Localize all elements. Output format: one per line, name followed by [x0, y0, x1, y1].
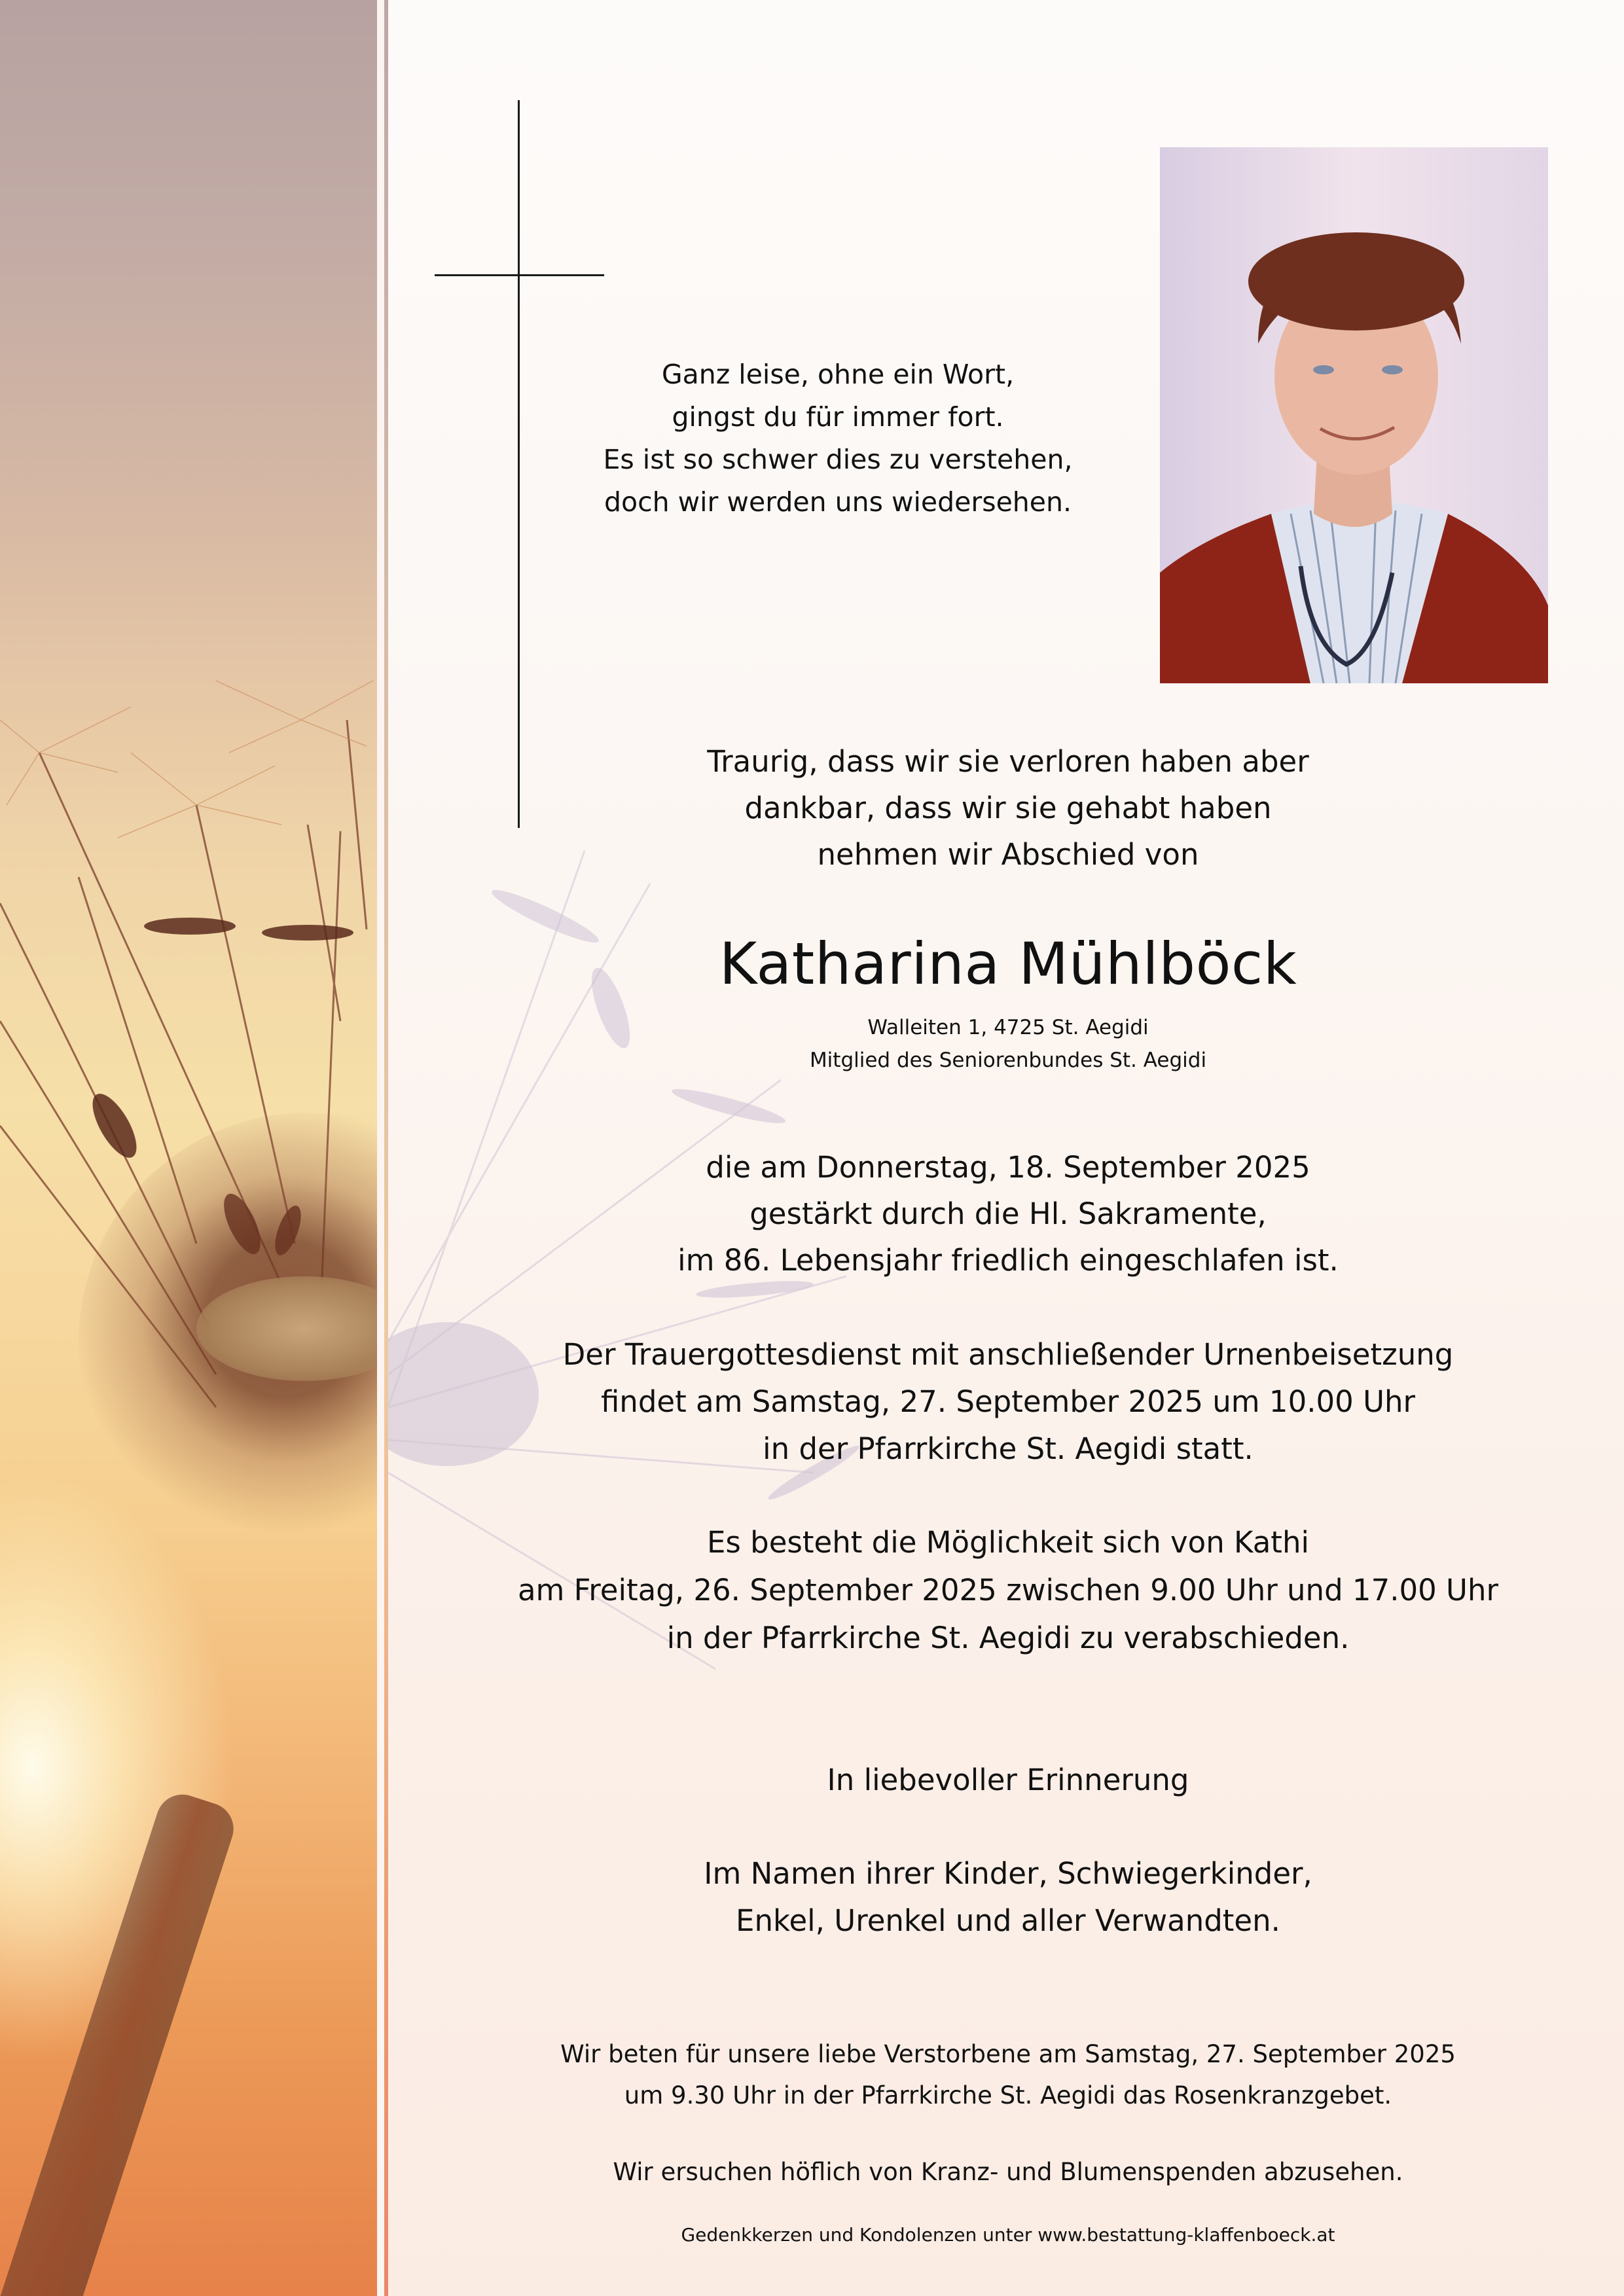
verse-line: Ganz leise, ohne ein Wort,	[661, 359, 1015, 390]
intro-line: dankbar, dass wir sie gehabt haben	[744, 791, 1272, 825]
farewell-intro	[524, 738, 1492, 878]
death-notice-line: im 86. Lebensjahr friedlich eingeschlafen ist.	[677, 1243, 1339, 1278]
portrait-photo	[1160, 147, 1548, 683]
rosary-line: Wir beten für unsere liebe Verstorbene am Samstag, 27. September 2025	[560, 2040, 1456, 2068]
rosary-prayer-info	[458, 2034, 1558, 2116]
verse-line: Es ist so schwer dies zu verstehen,	[603, 444, 1073, 475]
viewing-line: Es besteht die Möglichkeit sich von Kathi	[707, 1525, 1309, 1560]
portrait-illustration	[1160, 147, 1548, 683]
in-loving-memory: In liebevoller Erinnerung	[827, 1763, 1189, 1797]
memorial-verse	[458, 353, 1218, 524]
deceased-name: Katharina Mühlböck	[719, 930, 1297, 997]
viewing-info	[458, 1518, 1558, 1662]
viewing-line: in der Pfarrkirche St. Aegidi zu verabschieden.	[666, 1621, 1350, 1655]
verse-line: gingst du für immer fort.	[672, 401, 1004, 433]
deceased-details	[524, 1011, 1492, 1077]
verse-line: doch wir werden uns wiedersehen.	[604, 486, 1072, 518]
rosary-line: um 9.30 Uhr in der Pfarrkirche St. Aegidi das Rosenkranzgebet.	[624, 2081, 1392, 2109]
online-condolences-note: Gedenkkerzen und Kondolenzen unter www.bestattung-klaffenboeck.at	[681, 2224, 1335, 2246]
deceased-membership: Mitglied des Seniorenbundes St. Aegidi	[809, 1049, 1207, 1072]
family-line: Enkel, Urenkel und aller Verwandten.	[736, 1903, 1280, 1938]
viewing-line: am Freitag, 26. September 2025 zwischen 9.00 Uhr und 17.00 Uhr	[517, 1573, 1499, 1607]
family-signature	[458, 1850, 1558, 1945]
intro-line: nehmen wir Abschied von	[817, 837, 1199, 872]
deceased-address: Walleiten 1, 4725 St. Aegidi	[867, 1016, 1149, 1039]
funeral-service-info	[458, 1331, 1558, 1473]
death-notice-line: die am Donnerstag, 18. September 2025	[706, 1150, 1310, 1185]
cross-horizontal-bar	[435, 274, 604, 276]
death-notice-line: gestärkt durch die Hl. Sakramente,	[749, 1196, 1267, 1231]
service-line: in der Pfarrkirche St. Aegidi statt.	[763, 1431, 1254, 1466]
family-line: Im Namen ihrer Kinder, Schwiegerkinder,	[704, 1856, 1312, 1891]
death-notice	[458, 1144, 1558, 1283]
no-flowers-request: Wir ersuchen höflich von Kranz- und Blumenspenden abzusehen.	[613, 2158, 1403, 2186]
panel-gap	[377, 0, 384, 2296]
dandelion-side-panel	[0, 0, 377, 2296]
intro-line: Traurig, dass wir sie verloren haben aber	[707, 744, 1309, 779]
service-line: Der Trauergottesdienst mit anschließender Urnenbeisetzung	[562, 1337, 1454, 1372]
service-line: findet am Samstag, 27. September 2025 um 10.00 Uhr	[600, 1384, 1416, 1419]
